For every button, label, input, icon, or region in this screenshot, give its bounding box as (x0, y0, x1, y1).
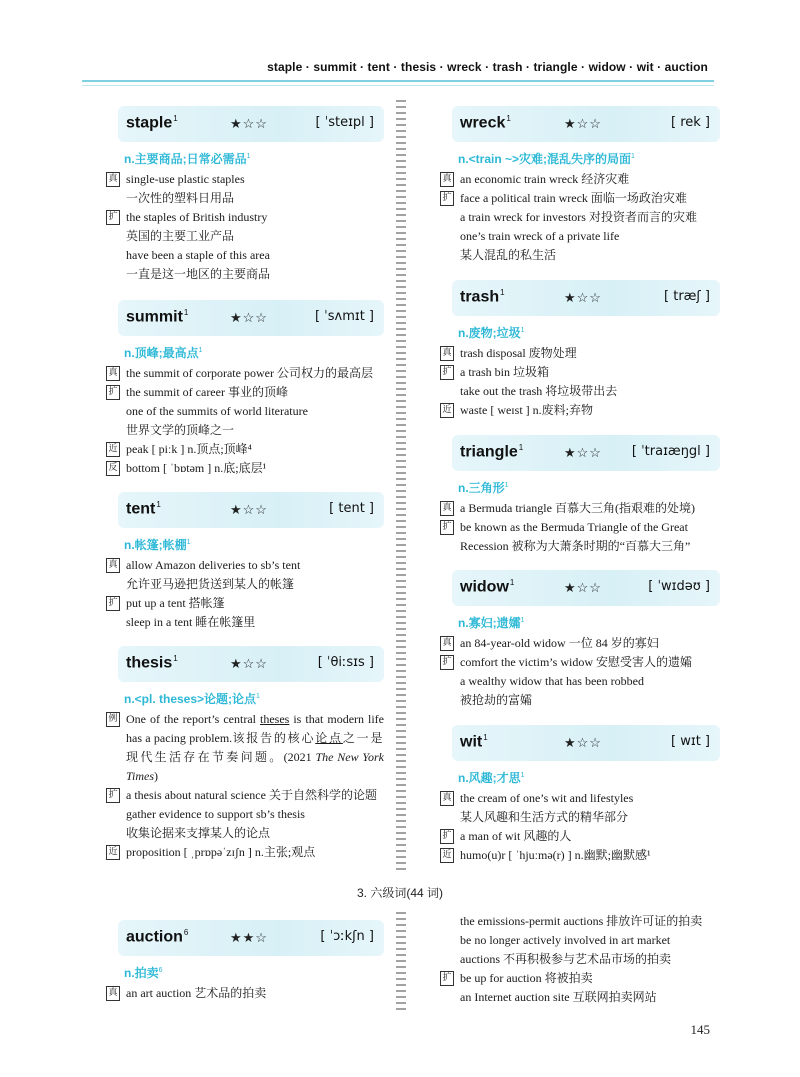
part-of-speech: n.顶峰;最高点$^1$ (124, 346, 203, 360)
star-rating: ★☆☆ (564, 445, 602, 460)
label-tag: 真 (440, 501, 454, 516)
example-sentence: 例 One of the report’s central theses is that modern life has a pacing problem.该报告的核心论点之一是现代生活存在节奏问题。(2021 The New York Times) (106, 710, 384, 786)
entry-lines (440, 912, 724, 1007)
line-text: one of the summits of world literature (126, 404, 308, 418)
headword-box (118, 646, 384, 682)
running-header: staple · summit · tent · thesis · wreck · trash · triangle · widow · wit · auction (267, 60, 708, 74)
line-text: the emissions-permit auctions 排放许可证的拍卖 (460, 914, 703, 928)
line-text: gather evidence to support sb’s thesis (126, 807, 305, 821)
entry-line (106, 402, 384, 421)
entry-line (440, 808, 724, 827)
entry-line (106, 594, 384, 613)
line-text: the summit of career 事业的顶峰 (126, 385, 288, 399)
line-text: the cream of one’s wit and lifestyles (460, 791, 634, 805)
line-text: be no longer actively involved in art market (460, 933, 671, 947)
headword: wit$^1$ (460, 733, 488, 751)
line-text: allow Amazon deliveries to sb’s tent (126, 558, 301, 572)
entry-line (440, 950, 724, 969)
headword: auction$^6$ (126, 928, 189, 946)
entry-lines (440, 170, 724, 265)
line-text: comfort the victim’s widow 安慰受害人的遗孀 (460, 655, 692, 669)
entry-lines (440, 634, 724, 710)
entry-line (106, 984, 384, 1003)
star-rating: ★☆☆ (230, 502, 268, 517)
label-tag: 扩 (440, 191, 454, 206)
entry-line (440, 227, 724, 246)
part-of-speech: n.帐篷;帐棚$^1$ (124, 538, 191, 552)
entry-line (440, 827, 724, 846)
star-rating: ★☆☆ (564, 290, 602, 305)
part-of-speech: n.拍卖$^6$ (124, 966, 163, 980)
label-tag: 真 (106, 366, 120, 381)
line-text: put up a tent 搭帐篷 (126, 596, 225, 610)
entry-lines (106, 170, 384, 284)
headword: staple$^1$ (126, 114, 178, 132)
headword: widow$^1$ (460, 578, 515, 596)
label-tag: 真 (440, 346, 454, 361)
entry-lines (106, 556, 384, 632)
label-tag: 真 (106, 986, 120, 1001)
line-text: face a political train wreck 面临一场政治灾难 (460, 191, 687, 205)
part-of-speech: n.主要商品;日常必需品$^1$ (124, 152, 251, 166)
entry-line (106, 805, 384, 824)
entry-auction (106, 920, 384, 1003)
entry-tent (106, 492, 384, 632)
headword-box (452, 725, 720, 761)
line-text: be known as the Bermuda Triangle of the Great (460, 520, 688, 534)
entry-lines (440, 344, 724, 420)
entry-line (440, 789, 724, 808)
phonetic: [ træʃ ] (664, 289, 710, 304)
entry-line (106, 459, 384, 478)
entry-lines (106, 364, 384, 478)
example-tag: 例 (106, 712, 120, 727)
label-tag: 真 (106, 172, 120, 187)
line-text: 世界文学的顶峰之一 (126, 423, 235, 437)
line-text: one’s train wreck of a private life (460, 229, 620, 243)
line-text: the summit of corporate power 公司权力的最高层 (126, 366, 373, 380)
label-tag: 扩 (106, 385, 120, 400)
entry-line (440, 634, 724, 653)
entry-triangle (440, 435, 724, 556)
entry-line (440, 246, 724, 265)
line-text: trash disposal 废物处理 (460, 346, 577, 360)
part-of-speech: n.废物;垃圾$^1$ (458, 326, 525, 340)
label-tag: 真 (440, 172, 454, 187)
headword-box (118, 492, 384, 528)
line-text: sleep in a tent 睡在帐篷里 (126, 615, 256, 629)
entry-wreck (440, 106, 724, 265)
star-rating: ★☆☆ (230, 310, 268, 325)
entry-line (106, 364, 384, 383)
label-tag: 真 (440, 791, 454, 806)
line-text: Recession 被称为大萧条时期的“百慕大三角” (460, 539, 691, 553)
phonetic: [ ˈsteɪpl ] (315, 115, 374, 130)
headword: thesis$^1$ (126, 654, 178, 672)
entry-line (440, 846, 724, 865)
line-text: a Bermuda triangle 百慕大三角(指艰难的处境) (460, 501, 695, 515)
entry-lines (106, 984, 384, 1003)
entry-line (106, 440, 384, 459)
line-text: single-use plastic staples (126, 172, 245, 186)
line-text: 收集论据来支撑某人的论点 (126, 826, 271, 840)
section-title: 3. 六级词(44 词) (356, 886, 444, 900)
entry-lines (440, 499, 724, 556)
entry-line (440, 344, 724, 363)
label-tag: 近 (440, 848, 454, 863)
entry-line (440, 969, 724, 988)
entry-line (106, 208, 384, 227)
entry-line (106, 786, 384, 805)
line-text: a thesis about natural science 关于自然科学的论题 (126, 788, 377, 802)
entry-line (106, 613, 384, 632)
entry-line (440, 170, 724, 189)
headword-box (118, 920, 384, 956)
star-rating: ★☆☆ (564, 116, 602, 131)
entry-widow (440, 570, 724, 710)
part-of-speech: n.<pl. theses>论题;论点$^1$ (124, 692, 260, 706)
phonetic: [ ˈwɪdəʊ ] (648, 579, 710, 594)
star-rating: ★★☆ (230, 930, 268, 945)
phonetic: [ rek ] (671, 115, 710, 130)
phonetic: [ ˈtraɪæŋgl ] (631, 444, 710, 459)
entry-line (106, 265, 384, 284)
headword-box (118, 106, 384, 142)
headword: tent$^1$ (126, 500, 161, 518)
star-rating: ★☆☆ (230, 116, 268, 131)
entry-thesis (106, 646, 384, 862)
label-tag: 扩 (106, 596, 120, 611)
line-text: a wealthy widow that has been robbed (460, 674, 644, 688)
line-text: 允许亚马逊把货送到某人的帐篷 (126, 577, 295, 591)
label-tag: 扩 (440, 520, 454, 535)
line-text: a man of wit 风趣的人 (460, 829, 572, 843)
label-tag: 近 (440, 403, 454, 418)
headword: triangle$^1$ (460, 443, 524, 461)
line-text: 一次性的塑料日用品 (126, 191, 235, 205)
label-tag: 真 (106, 558, 120, 573)
star-rating: ★☆☆ (564, 580, 602, 595)
entry-lines (106, 786, 384, 862)
label-tag: 扩 (106, 210, 120, 225)
entry-line (440, 208, 724, 227)
label-tag: 扩 (440, 829, 454, 844)
entry-line (440, 401, 724, 420)
label-tag: 近 (106, 845, 120, 860)
page-number: 145 (690, 1022, 710, 1037)
part-of-speech: n.寡妇;遗孀$^1$ (458, 616, 525, 630)
line-text: a trash bin 垃圾箱 (460, 365, 549, 379)
entry-line (106, 246, 384, 265)
line-text: be up for auction 将被拍卖 (460, 971, 593, 985)
entry-line (440, 518, 724, 537)
entry-line (106, 383, 384, 402)
headword-box (452, 106, 720, 142)
entry-line (440, 988, 724, 1007)
headword-box (118, 300, 384, 336)
entry-line (106, 421, 384, 440)
line-text: an art auction 艺术品的拍卖 (126, 986, 267, 1000)
entry-trash (440, 280, 724, 420)
line-text: an Internet auction site 互联网拍卖网站 (460, 990, 657, 1004)
entry-line (106, 170, 384, 189)
label-tag: 近 (106, 442, 120, 457)
label-tag: 扩 (106, 788, 120, 803)
label-tag: 真 (440, 636, 454, 651)
phonetic: [ ˈθiːsɪs ] (317, 655, 374, 670)
entry-line (106, 824, 384, 843)
entry-auction-continued (440, 912, 724, 1007)
entry-line (106, 189, 384, 208)
label-tag: 反 (106, 461, 120, 476)
part-of-speech: n.风趣;才思$^1$ (458, 771, 525, 785)
column-divider (396, 912, 406, 1012)
line-text: proposition [ ˌprɒpəˈzɪʃn ] n.主张;观点 (126, 845, 316, 859)
phonetic: [ ˈɔːkʃn ] (320, 929, 374, 944)
entry-line (440, 931, 724, 950)
entry-line (440, 653, 724, 672)
line-text: 英国的主要工业产品 (126, 229, 235, 243)
line-text: peak [ piːk ] n.顶点;顶峰⁴ (126, 442, 252, 456)
line-text: a train wreck for investors 对投资者而言的灾难 (460, 210, 697, 224)
header-rule (82, 80, 714, 82)
entry-line (440, 537, 724, 556)
star-rating: ★☆☆ (230, 656, 268, 671)
entry-staple (106, 106, 384, 284)
entry-wit (440, 725, 724, 865)
entry-line (106, 843, 384, 862)
phonetic: [ wɪt ] (671, 734, 710, 749)
headword-box (452, 280, 720, 316)
line-text: an economic train wreck 经济灾难 (460, 172, 630, 186)
headword-box (452, 435, 720, 471)
phonetic: [ ˈsʌmɪt ] (314, 309, 374, 324)
line-text: an 84-year-old widow 一位 84 岁的寡妇 (460, 636, 659, 650)
line-text: auctions 不再积极参与艺术品市场的拍卖 (460, 952, 671, 966)
headword: wreck$^1$ (460, 114, 511, 132)
entry-line (440, 189, 724, 208)
entry-line (106, 575, 384, 594)
column-divider (396, 100, 406, 870)
entry-line (106, 556, 384, 575)
entry-line (440, 499, 724, 518)
line-text: 某人风趣和生活方式的精华部分 (460, 810, 629, 824)
line-text: 一直是这一地区的主要商品 (126, 267, 271, 281)
entry-line (440, 672, 724, 691)
label-tag: 扩 (440, 365, 454, 380)
entry-line (440, 912, 724, 931)
line-text: take out the trash 将垃圾带出去 (460, 384, 618, 398)
entry-line (440, 691, 724, 710)
entry-summit (106, 300, 384, 478)
entry-line (440, 382, 724, 401)
label-tag: 扩 (440, 971, 454, 986)
part-of-speech: n.三角形$^1$ (458, 481, 509, 495)
part-of-speech: n.<train ~>灾难;混乱失序的局面$^1$ (458, 152, 635, 166)
label-tag: 扩 (440, 655, 454, 670)
line-text: the staples of British industry (126, 210, 268, 224)
line-text: waste [ weɪst ] n.废料;弃物 (460, 403, 593, 417)
entry-line (440, 363, 724, 382)
headword: summit$^1$ (126, 308, 189, 326)
line-text: 被抢劫的富孀 (460, 693, 533, 707)
line-text: humo(u)r [ ˈhjuːmə(r) ] n.幽默;幽默感¹ (460, 848, 651, 862)
line-text: 某人混乱的私生活 (460, 248, 557, 262)
headword-box (452, 570, 720, 606)
entry-line (106, 227, 384, 246)
line-text: bottom [ ˈbɒtəm ] n.底;底层¹ (126, 461, 267, 475)
line-text: have been a staple of this area (126, 248, 270, 262)
star-rating: ★☆☆ (564, 735, 602, 750)
entry-lines (440, 789, 724, 865)
headword: trash$^1$ (460, 288, 505, 306)
phonetic: [ tent ] (329, 501, 374, 516)
